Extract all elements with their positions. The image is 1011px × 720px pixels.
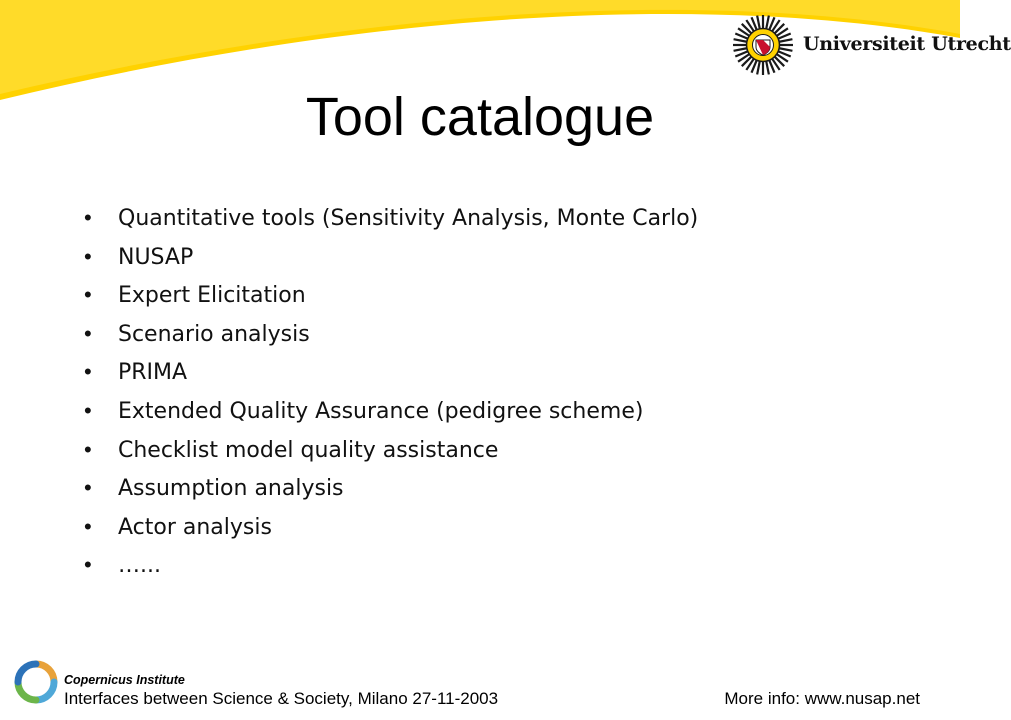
bullet-text: PRIMA — [118, 360, 188, 386]
bullet-dot-icon: • — [84, 436, 92, 462]
bullet-text: Scenario analysis — [118, 321, 310, 347]
slide-title: Tool catalogue — [305, 87, 655, 147]
bullet-text: Checklist model quality assistance — [118, 437, 499, 463]
bullet-dot-icon: • — [84, 475, 92, 501]
bullet-dot-icon: • — [84, 282, 92, 308]
bullet-dot-icon: • — [84, 359, 92, 385]
bullet-item — [84, 437, 698, 476]
bullet-dot-icon: • — [84, 513, 92, 539]
bullet-item — [84, 398, 698, 437]
bullet-item — [84, 475, 698, 514]
bullet-item — [84, 321, 698, 360]
bullet-dot-icon: • — [84, 205, 92, 230]
bullet-dot-icon: • — [84, 243, 92, 269]
bullet-item — [84, 359, 698, 398]
bullet-text: NUSAP — [118, 244, 194, 270]
bullet-item — [84, 552, 698, 591]
bullet-text: Quantitative tools (Sensitivity Analysis, Monte Carlo) — [118, 206, 699, 231]
bullet-item — [84, 282, 698, 321]
event-caption: Interfaces between Science & Society, Milano 27-11-2003 — [64, 689, 499, 708]
bullet-text: …... — [118, 553, 161, 579]
copernicus-ring-icon — [12, 658, 60, 706]
bullet-item — [84, 205, 698, 244]
bullet-text: Expert Elicitation — [118, 283, 306, 309]
bullet-dot-icon: • — [84, 320, 92, 346]
bullet-text: Assumption analysis — [118, 476, 344, 502]
bullet-dot-icon: • — [84, 552, 92, 578]
bullet-dot-icon: • — [84, 397, 92, 423]
institute-name: Copernicus Institute — [64, 673, 185, 687]
bullet-text: Actor analysis — [118, 514, 272, 540]
more-info-link[interactable]: More info: www.nusap.net — [724, 689, 920, 708]
university-name: Universiteit Utrecht — [803, 33, 1011, 55]
bullet-text: Extended Quality Assurance (pedigree scheme) — [118, 398, 644, 424]
bullet-item — [84, 514, 698, 553]
bullet-item — [84, 244, 698, 283]
utrecht-sun-seal-icon — [732, 14, 794, 76]
bullet-list — [84, 205, 698, 591]
